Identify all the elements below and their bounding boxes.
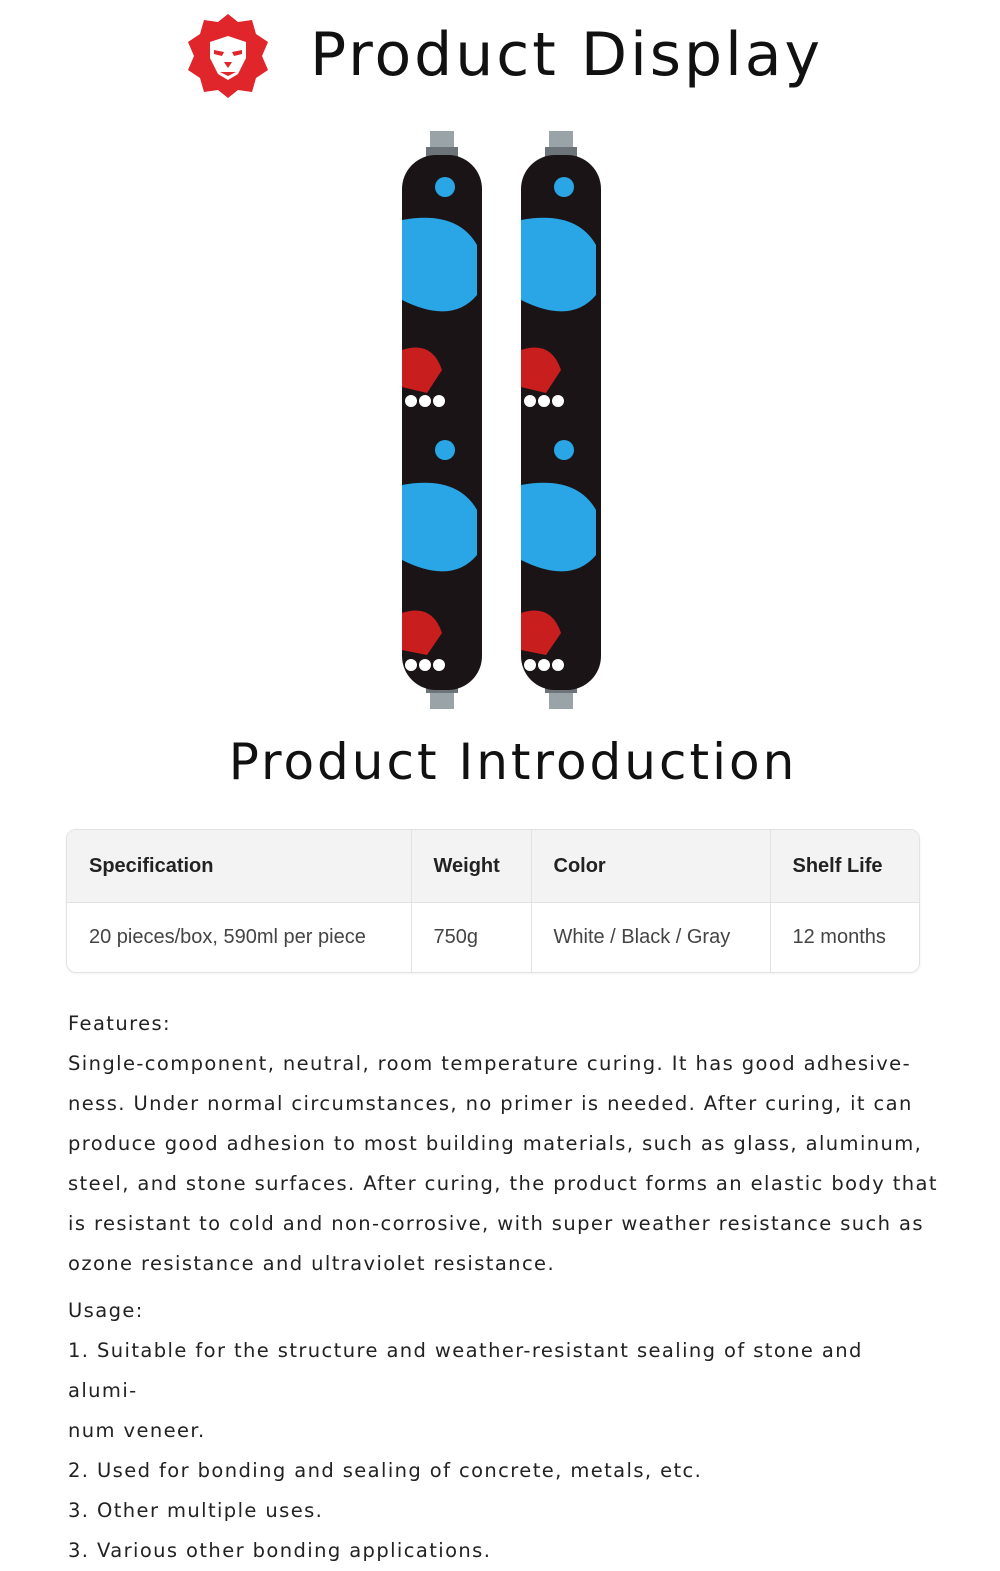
header [0, 0, 1000, 110]
features-line: steel, and stone surfaces. After curing, the product forms an elastic body that [68, 1172, 938, 1195]
features-line: produce good adhesion to most building materials, such as glass, aluminum, [68, 1132, 923, 1155]
page-title: Product Display [310, 20, 824, 90]
usage-line: 1. Suitable for the structure and weather-resistant sealing of stone and alumi- [68, 1339, 863, 1402]
features-line: is resistant to cold and non-corrosive, with super weather resistance such as [68, 1212, 924, 1235]
features-heading: Features: [68, 1012, 172, 1035]
cell-shelf-life: 12 months [792, 926, 886, 948]
cell-weight: 750g [411, 903, 531, 973]
sealant-tube-image-1 [397, 125, 487, 715]
product-image [0, 125, 1000, 725]
spec-table [66, 829, 920, 973]
header-specification: Specification [67, 830, 411, 903]
sealant-tube-image-2 [516, 125, 606, 715]
features-line: ness. Under normal circumstances, no primer is needed. After curing, it can [68, 1092, 913, 1115]
usage-line: 3. Various other bonding applications. [68, 1539, 492, 1562]
features-line: Single-component, neutral, room temperature curing. It has good adhesive- [68, 1052, 912, 1075]
usage-line: 3. Other multiple uses. [68, 1499, 324, 1522]
header-weight: Weight [411, 830, 531, 903]
features-line: ozone resistance and ultraviolet resistance. [68, 1252, 556, 1275]
lion-logo-icon [186, 12, 270, 100]
usage-heading: Usage: [68, 1299, 144, 1322]
usage-line: num veneer. [68, 1419, 206, 1442]
section-title-introduction: Product Introduction [228, 733, 798, 791]
cell-specification: 20 pieces/box, 590ml per piece [67, 903, 411, 973]
header-color: Color [531, 830, 770, 903]
table-header-row [67, 830, 919, 903]
usage-line: 2. Used for bonding and sealing of concrete, metals, etc. [68, 1459, 703, 1482]
header-shelf-life: Shelf Life [770, 830, 919, 903]
table-row [67, 903, 919, 973]
cell-color: White / Black / Gray [531, 903, 770, 973]
description [68, 1004, 938, 1571]
